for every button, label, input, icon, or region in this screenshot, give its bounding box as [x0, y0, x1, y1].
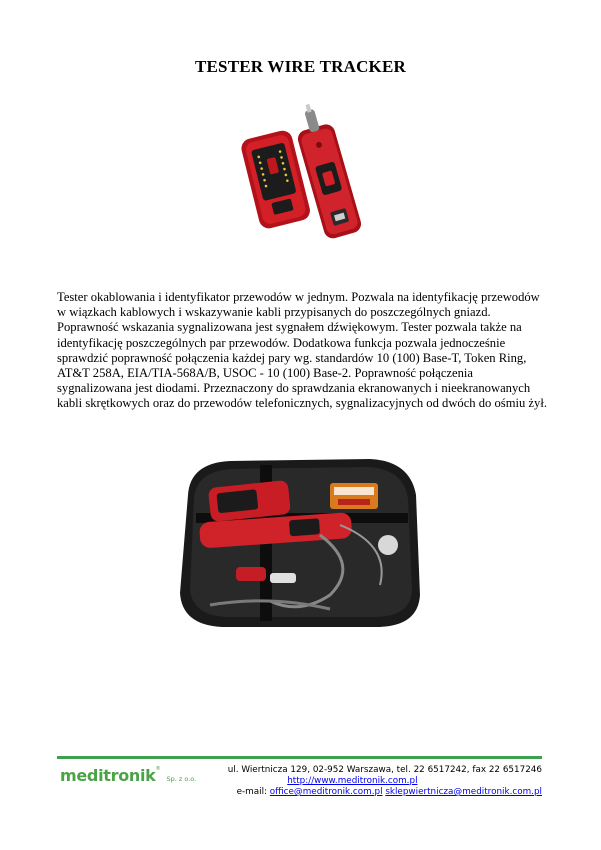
website-link[interactable]: http://www.meditronik.com.pl: [287, 776, 418, 786]
company-logo: [60, 766, 220, 792]
product-photo-tester: [232, 100, 368, 250]
product-photo-case: [170, 455, 425, 630]
email-shop-link[interactable]: sklepwiertnicza@meditronik.com.pl: [385, 787, 542, 797]
email-office-link[interactable]: office@meditronik.com.pl: [269, 787, 383, 797]
logo-wordmark: meditronik: [60, 766, 156, 785]
page-title: TESTER WIRE TRACKER: [194, 57, 406, 76]
email-line: [228, 787, 542, 798]
logo-suffix: Sp. z o.o.: [166, 775, 197, 783]
company-address: ul. Wiertnicza 129, 02-952 Warszawa, tel. 22 6517242, fax 22 6517246: [227, 765, 542, 775]
company-address-block: [228, 765, 542, 798]
product-description: Tester okablowania i identyfikator przewodów w jednym. Pozwala na identyfikację przewodów w wiązkach kablowych i wskazywanie kabli przypisanych do poszczególnych gniazd. Poprawność wskazania sygnalizowana jest sygnałem dźwiękowym. Tester pozwala także na identyfikację poszczególnych par przewodów. Dodatkowa funkcja pozwala jednocześnie sprawdzić poprawność połączenia każdej pary wg. standardów 10 (100) Base-T, Token Ring, AT&T 258A, EIA/TIA-568A/B, USOC - 10 (100) Base-2. Poprawność połączenia sygnalizowana jest diodami. Przeznaczony do sprawdzania ekranowanych i nieekranowanych kabli skrętkowych oraz do przewodów telefonicznych, sygnalizacyjnych od dwóch do ośmiu żył.: [57, 290, 547, 411]
email-label: e-mail:: [236, 787, 267, 797]
registered-mark: ®: [155, 766, 161, 772]
footer-divider: [57, 756, 542, 759]
